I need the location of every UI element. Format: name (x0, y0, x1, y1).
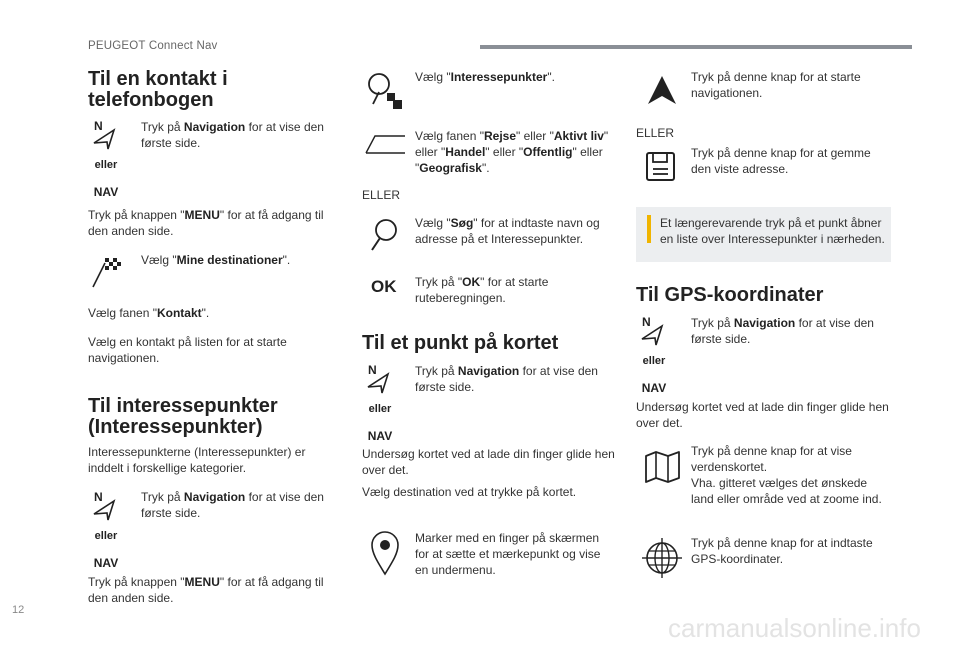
kontakt-instruction: Vælg fanen "Kontakt". (88, 306, 210, 320)
gps-globe-icon (641, 537, 683, 579)
info-text: Et længerevarende tryk på et punkt åbner en liste over Interessepunkter i nærheden. (660, 216, 885, 246)
save-instruction: Tryk på denne knap for at gemme den viste adresse. (691, 146, 871, 176)
nav-instruction: Tryk på Navigation for at vise den første side. (691, 316, 874, 346)
navigation-arrow-icon (636, 314, 672, 348)
brand-header: PEUGEOT Connect Nav (88, 40, 218, 52)
tab-icon (365, 133, 407, 155)
tabs-instruction: Vælg fanen "Rejse" eller "Aktivt liv" eller "Handel" eller "Offentlig" eller "Geografisk". (415, 129, 609, 175)
menu-instruction: Tryk på knappen "MENU" for at få adgang til den anden side. (88, 575, 324, 605)
navigation-arrow-icon (362, 362, 398, 396)
world-map-instruction: Tryk på denne knap for at vise verdenskortet. Vha. gitteret vælges det ønskede land eller område ved at zoome ind. (691, 444, 882, 506)
gps-instruction: Tryk på denne knap for at indtaste GPS-koordinater. (691, 536, 873, 566)
poi-intro: Interessepunkterne (Interessepunkter) er inddelt i forskellige kategorier. (88, 445, 306, 475)
start-navigation-icon (645, 74, 679, 108)
search-icon (368, 216, 402, 254)
nav-instruction: Tryk på Navigation for at vise den første side. (415, 364, 598, 394)
heading-contact: Til en kontakt i telefonbogen (88, 68, 228, 111)
svg-text:N: N (94, 490, 103, 504)
save-icon (645, 151, 677, 183)
nav-icon: N eller NAV (362, 362, 398, 443)
info-icon (647, 215, 651, 243)
ok-icon: OK (371, 277, 397, 296)
svg-text:N: N (94, 119, 103, 133)
header-bar (480, 45, 912, 49)
heading-poi: Til interessepunkter (Interessepunkter) (88, 395, 278, 438)
watermark: carmanualsonline.info (668, 613, 921, 643)
menu-instruction: Tryk på knappen "MENU" for at få adgang til den anden side. (88, 208, 324, 238)
mine-destinations-instruction: Vælg "Mine destinationer". (141, 253, 291, 267)
poi-instruction: Vælg "Interessepunkter". (415, 70, 555, 84)
nav-instruction: Tryk på Navigation for at vise den første side. (141, 490, 324, 520)
explore-instruction: Undersøg kortet ved at lade din finger glide hen over det. (636, 400, 889, 430)
eller-label: ELLER (636, 126, 675, 140)
page-number: 12 (12, 604, 25, 616)
svg-text:N: N (642, 315, 651, 329)
start-instruction: Tryk på denne knap for at starte navigationen. (691, 70, 861, 100)
map-pin-icon (368, 528, 402, 576)
eller-label: ELLER (362, 188, 401, 202)
navigation-arrow-icon (88, 489, 124, 523)
nav-icon: N eller NAV (88, 489, 124, 570)
explore-instruction: Undersøg kortet ved at lade din finger glide hen over det. (362, 447, 615, 477)
nav-instruction: Tryk på Navigation for at vise den første side. (141, 120, 324, 150)
heading-map-point: Til et punkt på kortet (362, 332, 559, 354)
svg-text:N: N (368, 363, 377, 377)
select-destination: Vælg destination ved at trykke på kortet. (362, 485, 577, 499)
checkered-flag-icon (91, 255, 125, 289)
select-contact-instruction: Vælg en kontakt på listen for at starte navigationen. (88, 335, 287, 365)
search-instruction: Vælg "Søg" for at indtaste navn og adresse på et Interessepunkter. (415, 216, 600, 246)
marker-instruction: Marker med en finger på skærmen for at sætte et mærkepunkt og vise en undermenu. (415, 531, 601, 577)
nav-icon: N eller NAV (88, 118, 124, 199)
poi-search-icon (365, 70, 405, 114)
nav-icon: N eller NAV (636, 314, 672, 395)
navigation-arrow-icon (88, 118, 124, 152)
world-map-icon (644, 450, 682, 484)
ok-instruction: Tryk på "OK" for at starte ruteberegningen. (415, 275, 549, 305)
heading-gps: Til GPS-koordinater (636, 284, 824, 306)
